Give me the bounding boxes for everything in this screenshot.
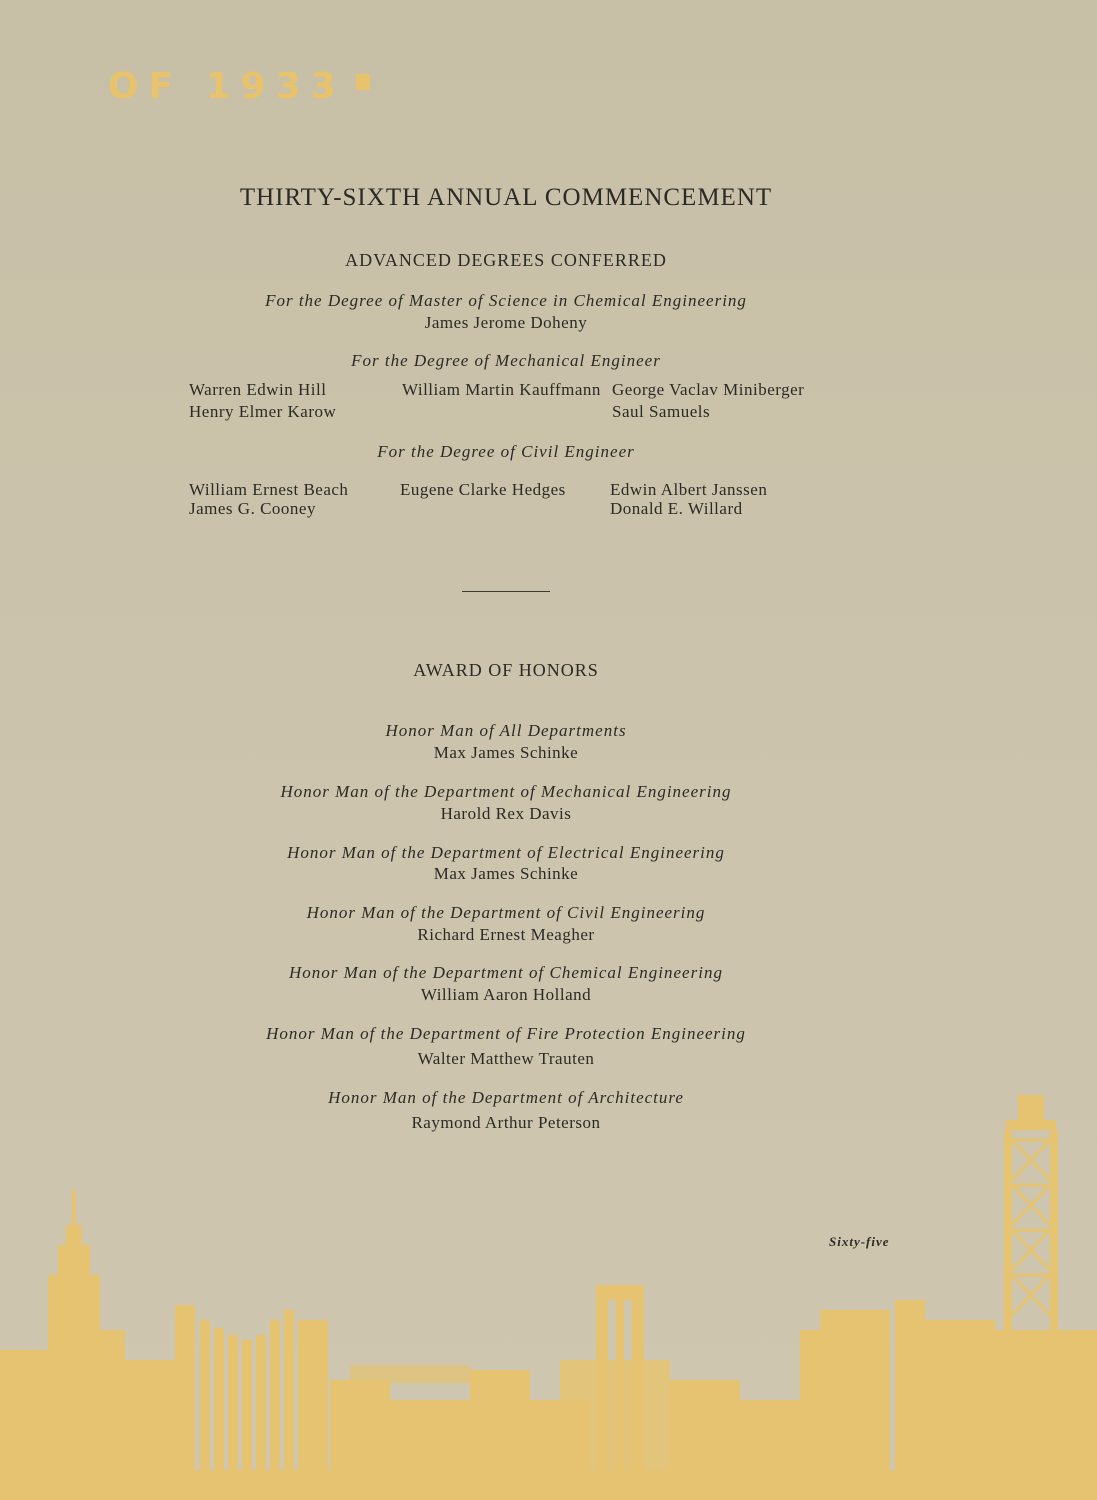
running-header: OF 1933 bbox=[108, 66, 370, 107]
graduate-name: Eugene Clarke Hedges bbox=[400, 480, 566, 499]
honor-name: Harold Rex Davis bbox=[440, 804, 572, 823]
honor-title: Honor Man of the Department of Architecture bbox=[328, 1088, 684, 1107]
degree-mechanical: For the Degree of Mechanical Engineer bbox=[351, 351, 661, 370]
honor-name: Raymond Arthur Peterson bbox=[411, 1113, 601, 1132]
degree-civil: For the Degree of Civil Engineer bbox=[377, 442, 635, 461]
graduate-name: William Ernest Beach bbox=[189, 480, 349, 499]
degree-ms-chemical: For the Degree of Master of Science in Chemical Engineering bbox=[265, 291, 747, 310]
graduate-name: Edwin Albert Janssen bbox=[610, 480, 768, 499]
page-title: THIRTY-SIXTH ANNUAL COMMENCEMENT bbox=[239, 184, 773, 211]
graduate-name: George Vaclav Miniberger bbox=[612, 380, 805, 399]
honor-title: Honor Man of the Department of Fire Protection Engineering bbox=[266, 1024, 746, 1043]
graduate-name: Warren Edwin Hill bbox=[189, 380, 327, 399]
honor-title: Honor Man of All Departments bbox=[385, 721, 627, 740]
graduate-name: Henry Elmer Karow bbox=[189, 402, 337, 421]
graduate-name: James Jerome Doheny bbox=[424, 313, 588, 332]
honor-title: Honor Man of the Department of Electrical Engineering bbox=[287, 843, 725, 862]
page-number: Sixty-five bbox=[829, 1234, 890, 1249]
graduate-name: Saul Samuels bbox=[612, 402, 711, 421]
honor-title: Honor Man of the Department of Mechanical Engineering bbox=[280, 782, 732, 801]
awards-heading: AWARD OF HONORS bbox=[413, 660, 599, 680]
honor-name: Max James Schinke bbox=[433, 743, 579, 762]
honor-name: William Aaron Holland bbox=[420, 985, 592, 1004]
honor-name: Max James Schinke bbox=[433, 864, 579, 883]
honor-name: Walter Matthew Trauten bbox=[417, 1049, 595, 1068]
graduate-name: Donald E. Willard bbox=[610, 499, 743, 518]
honor-title: Honor Man of the Department of Chemical Engineering bbox=[289, 963, 723, 982]
graduate-name: James G. Cooney bbox=[189, 499, 316, 518]
honor-name: Richard Ernest Meagher bbox=[417, 925, 595, 944]
honor-title: Honor Man of the Department of Civil Engineering bbox=[306, 903, 706, 922]
graduate-name: William Martin Kauffmann bbox=[402, 380, 601, 399]
advanced-degrees-heading: ADVANCED DEGREES CONFERRED bbox=[345, 250, 667, 270]
